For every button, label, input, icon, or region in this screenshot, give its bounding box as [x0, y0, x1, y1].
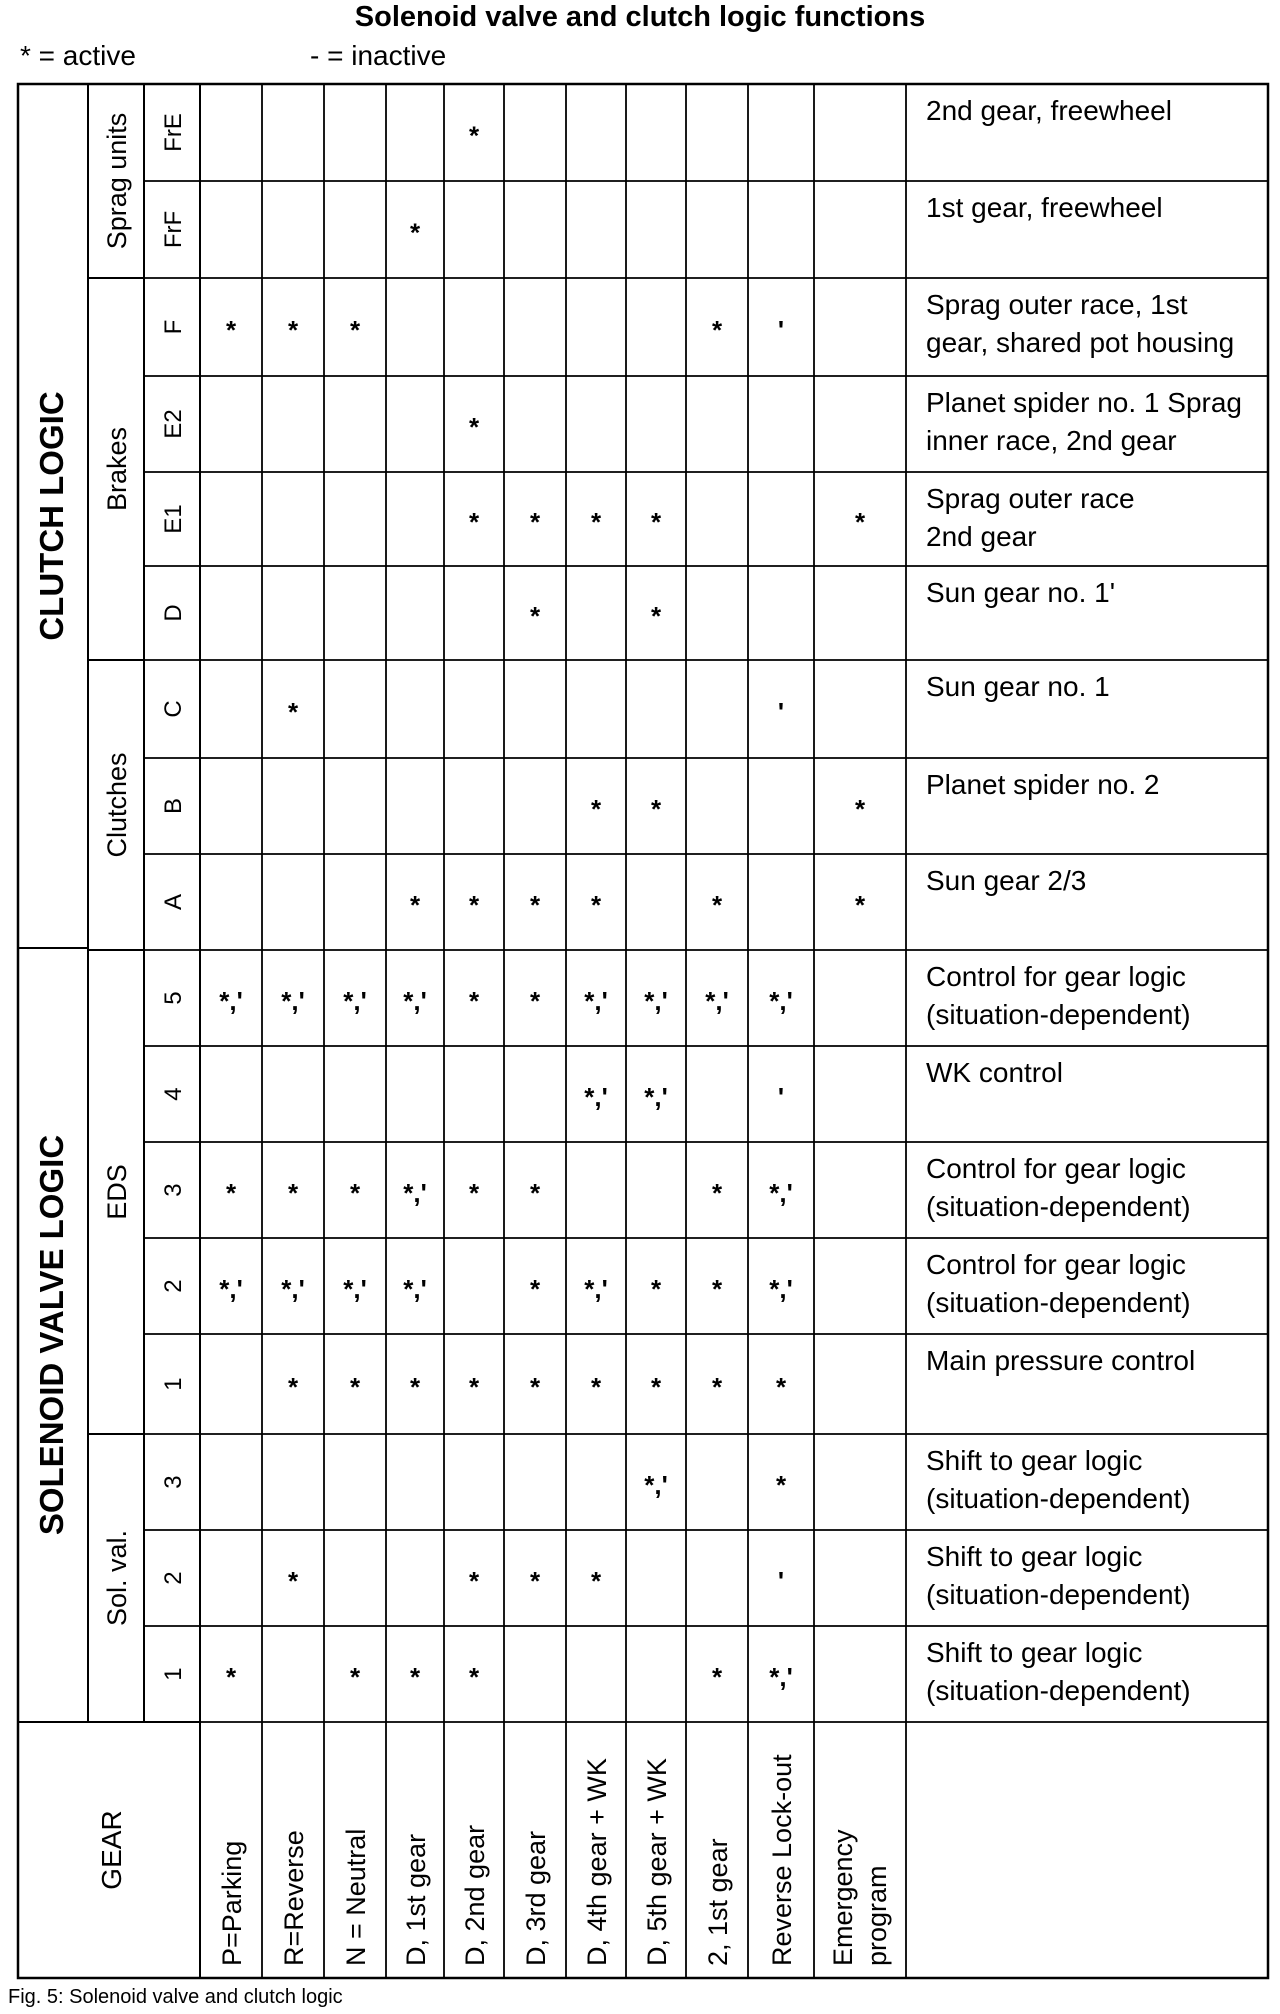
- row-description: Control for gear logic: [926, 961, 1186, 992]
- cell-mark: *,': [584, 1274, 608, 1304]
- cell-mark: *: [287, 1566, 299, 1596]
- cell-mark: *,': [281, 1274, 305, 1304]
- cell-mark: *: [775, 1470, 787, 1500]
- group-label: Sol. val.: [102, 1529, 132, 1627]
- group-label: Sprag units: [102, 112, 132, 250]
- cell-mark: *: [590, 890, 602, 920]
- row-code: 3: [160, 1183, 187, 1197]
- cell-mark: *,': [281, 986, 305, 1016]
- row-description: inner race, 2nd gear: [926, 425, 1177, 456]
- group-label: Clutches: [102, 752, 132, 858]
- row-code: F: [160, 319, 187, 335]
- cell-mark: *,': [403, 986, 427, 1016]
- cell-mark: *: [529, 1274, 541, 1304]
- row-code: A: [160, 893, 187, 911]
- cell-mark: *,': [644, 1082, 668, 1112]
- cell-mark: *: [590, 507, 602, 537]
- cell-mark: *,': [219, 986, 243, 1016]
- cell-mark: *: [650, 601, 662, 631]
- cell-mark: *: [409, 1372, 421, 1402]
- row-description: gear, shared pot housing: [926, 327, 1235, 358]
- gear-column-label: P=Parking: [217, 1840, 247, 1966]
- group-label: EDS: [102, 1164, 132, 1220]
- cell-mark: *,': [769, 1274, 793, 1304]
- row-description: Control for gear logic: [926, 1249, 1186, 1280]
- cell-mark: *: [529, 1372, 541, 1402]
- row-description: Shift to gear logic: [926, 1637, 1143, 1668]
- cell-mark: *: [225, 1662, 237, 1692]
- row-description: Shift to gear logic: [926, 1445, 1143, 1476]
- row-description: Planet spider no. 1 Sprag: [926, 387, 1242, 418]
- cell-mark: *: [468, 1372, 480, 1402]
- row-description: WK control: [926, 1057, 1063, 1088]
- row-code: 2: [160, 1571, 187, 1585]
- cell-mark: *: [650, 507, 662, 537]
- row-code: FrE: [160, 113, 187, 152]
- cell-mark: *,': [644, 986, 668, 1016]
- row-description: 1st gear, freewheel: [926, 192, 1163, 223]
- cell-mark: *: [349, 1372, 361, 1402]
- gear-header: GEAR: [96, 1810, 127, 1890]
- cell-mark: *,': [403, 1274, 427, 1304]
- cell-mark: *: [225, 315, 237, 345]
- cell-mark: ': [777, 1082, 785, 1112]
- cell-mark: *: [711, 1274, 723, 1304]
- row-description: Sprag outer race, 1st: [926, 289, 1188, 320]
- cell-mark: *: [529, 890, 541, 920]
- cell-mark: *,': [403, 1178, 427, 1208]
- row-description: (situation-dependent): [926, 1483, 1191, 1514]
- cell-mark: *,': [343, 986, 367, 1016]
- row-code: 2: [160, 1279, 187, 1293]
- cell-mark: *,': [769, 1662, 793, 1692]
- cell-mark: *: [590, 794, 602, 824]
- row-code: E1: [160, 504, 187, 534]
- row-code: 3: [160, 1475, 187, 1489]
- cell-mark: *: [711, 315, 723, 345]
- cell-mark: ': [777, 697, 785, 727]
- legend-active: * = active: [20, 40, 136, 71]
- cell-mark: *: [349, 1178, 361, 1208]
- cell-mark: *,': [705, 986, 729, 1016]
- cell-mark: *: [529, 1566, 541, 1596]
- row-description: Shift to gear logic: [926, 1541, 1143, 1572]
- row-description: Sun gear 2/3: [926, 865, 1087, 896]
- row-description: Main pressure control: [926, 1345, 1196, 1376]
- cell-mark: *: [650, 794, 662, 824]
- cell-mark: *: [287, 1178, 299, 1208]
- row-description: (situation-dependent): [926, 1287, 1191, 1318]
- row-code: D: [160, 604, 187, 622]
- row-description: Sun gear no. 1: [926, 671, 1110, 702]
- cell-mark: *: [711, 1372, 723, 1402]
- cell-mark: *: [468, 120, 480, 151]
- cell-mark: *: [468, 412, 480, 442]
- cell-mark: *: [854, 890, 866, 920]
- gear-column-label: D, 2nd gear: [460, 1824, 490, 1966]
- cell-mark: ': [777, 315, 785, 345]
- row-description: Sprag outer race: [926, 483, 1135, 514]
- row-code: B: [160, 797, 187, 815]
- cell-mark: *: [349, 1662, 361, 1692]
- row-description: Control for gear logic: [926, 1153, 1186, 1184]
- cell-mark: *: [650, 1274, 662, 1304]
- gear-column-label: D, 3rd gear: [521, 1830, 551, 1966]
- row-description: Planet spider no. 2: [926, 769, 1160, 800]
- row-code: FrF: [160, 210, 187, 249]
- cell-mark: *: [287, 315, 299, 345]
- row-description: 2nd gear, freewheel: [926, 95, 1172, 126]
- gear-column-label: N = Neutral: [341, 1828, 371, 1966]
- cell-mark: *,': [219, 1274, 243, 1304]
- section-label: CLUTCH LOGIC: [33, 391, 70, 641]
- cell-mark: *: [468, 507, 480, 537]
- cell-mark: ': [777, 1566, 785, 1596]
- row-description: (situation-dependent): [926, 1579, 1191, 1610]
- cell-mark: *: [468, 1566, 480, 1596]
- cell-mark: *: [468, 1662, 480, 1692]
- cell-mark: *: [590, 1566, 602, 1596]
- cell-mark: *: [225, 1178, 237, 1208]
- cell-mark: *: [529, 986, 541, 1016]
- row-description: (situation-dependent): [926, 999, 1191, 1030]
- gear-column-label: program: [862, 1865, 892, 1966]
- gear-column-label: Reverse Lock-out: [767, 1754, 797, 1966]
- section-label: SOLENOID VALVE LOGIC: [33, 1134, 70, 1536]
- cell-mark: *,': [769, 986, 793, 1016]
- row-description: 2nd gear: [926, 521, 1037, 552]
- gear-column-label: D, 1st gear: [401, 1833, 431, 1966]
- row-code: 1: [160, 1377, 187, 1391]
- cell-mark: *: [775, 1372, 787, 1402]
- cell-mark: *: [650, 1372, 662, 1402]
- gear-column-label: D, 5th gear + WK: [642, 1758, 672, 1966]
- row-code: 5: [160, 991, 187, 1005]
- row-description: (situation-dependent): [926, 1675, 1191, 1706]
- figure-caption: Fig. 5: Solenoid valve and clutch logic: [8, 1986, 343, 2008]
- row-description: Sun gear no. 1': [926, 577, 1116, 608]
- cell-mark: *: [854, 507, 866, 537]
- cell-mark: *: [409, 890, 421, 920]
- cell-mark: *: [529, 507, 541, 537]
- cell-mark: *,': [584, 1082, 608, 1112]
- cell-mark: *: [529, 1178, 541, 1208]
- cell-mark: *,': [769, 1178, 793, 1208]
- cell-mark: *: [529, 601, 541, 631]
- cell-mark: *: [287, 697, 299, 727]
- cell-mark: *: [468, 890, 480, 920]
- row-code: C: [160, 700, 187, 718]
- cell-mark: *: [590, 1372, 602, 1402]
- cell-mark: *: [854, 794, 866, 824]
- row-code: E2: [160, 409, 187, 439]
- cell-mark: *,': [343, 1274, 367, 1304]
- cell-mark: *: [287, 1372, 299, 1402]
- gear-column-label: Emergency: [828, 1829, 858, 1966]
- gear-column-label: 2, 1st gear: [703, 1838, 733, 1966]
- cell-mark: *: [468, 986, 480, 1016]
- group-label: Brakes: [102, 426, 132, 512]
- cell-mark: *: [711, 1662, 723, 1692]
- cell-mark: *: [468, 1178, 480, 1208]
- row-description: (situation-dependent): [926, 1191, 1191, 1222]
- cell-mark: *: [409, 217, 421, 248]
- cell-mark: *,': [584, 986, 608, 1016]
- row-code: 4: [160, 1087, 187, 1101]
- cell-mark: *,': [644, 1470, 668, 1500]
- gear-column-label: D, 4th gear + WK: [582, 1758, 612, 1966]
- page-title: Solenoid valve and clutch logic functions: [354, 1, 926, 33]
- gear-column-label: R=Reverse: [279, 1830, 309, 1966]
- cell-mark: *: [349, 315, 361, 345]
- cell-mark: *: [409, 1662, 421, 1692]
- cell-mark: *: [711, 1178, 723, 1208]
- cell-mark: *: [711, 890, 723, 920]
- legend-inactive: - = inactive: [310, 40, 447, 71]
- row-code: 1: [160, 1667, 187, 1681]
